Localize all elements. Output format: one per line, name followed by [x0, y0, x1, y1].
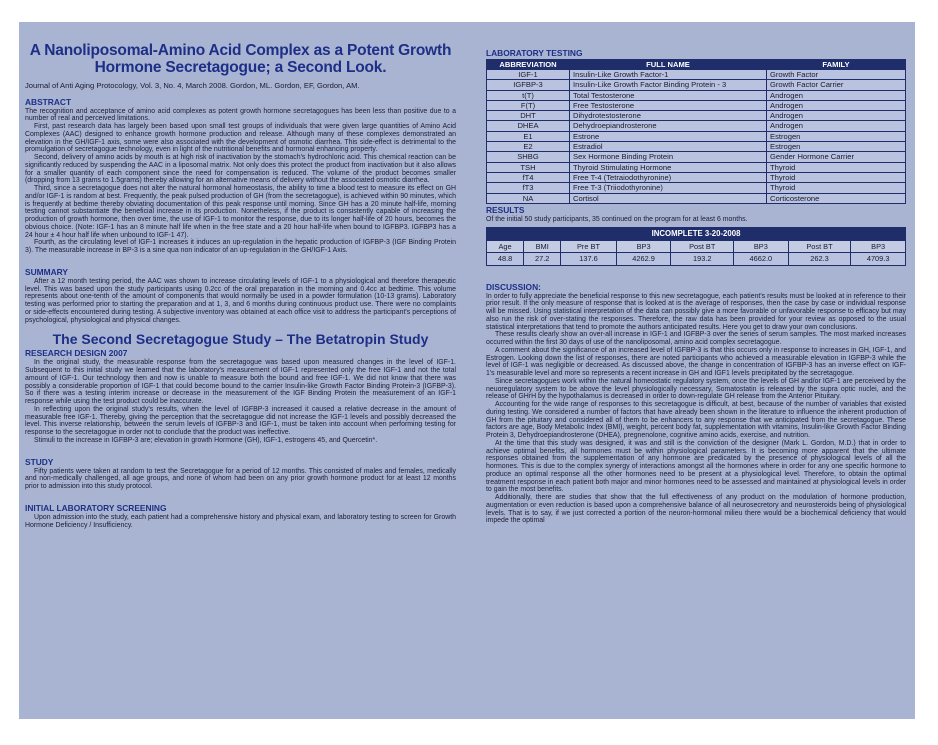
lab-testing-heading: LABORATORY TESTING [486, 48, 583, 58]
abstract-paragraph: Third, since a secretagogue does not alter the natural hormonal homeostasis, the ability to time a blood test to measure its effect on GH and/or IGF-1 is random at best. Frequently, the peak pulsed production of GH (from the secretagogue), is achieved within 90 minutes, which is frequently at bedtime thereby obviating documentation of this peak response until morning. Since GH has a 20 minute half-life, morning testing cannot substantiate the beneficial increase in its production. Nonetheless, if the product is consistently capable of increasing the production of growth hormone, then over time, the use of IGF-1 to monitor the response, due to its longer half-life of 20 hours, becomes the obvious choice. (Note: IGF-1 has an 8 minute half life when in the free state and a 20 hour half-life when bound to IGFBP3. IGFBP3 has a 24 hour ± 4 hour half life when unbound to IGF-1 47). [25, 185, 456, 239]
results-column-label: Age [487, 240, 524, 253]
results-value-cell: 262.3 [788, 253, 851, 266]
table-row [487, 193, 906, 203]
column-header: ABBREVIATION [487, 60, 570, 70]
results-value-cell: 48.8 [487, 253, 524, 266]
abstract-paragraph: The recognition and acceptance of amino acid complexes as potent growth hormone secretagogues has been less than positive due to a number of real and perceived limitations. [25, 107, 456, 123]
full-name-cell: Cortisol [570, 193, 767, 203]
full-name-cell: Free T-4 (Tetraiodothyronine) [570, 172, 767, 182]
second-study-title: The Second Secretagogue Study – The Betatropin Study [52, 331, 429, 348]
study-heading: STUDY [25, 456, 54, 467]
lab-testing-table [486, 59, 906, 204]
table-row [487, 111, 906, 121]
right-column [486, 48, 906, 525]
lab-testing-body [487, 70, 906, 204]
results-column-label: Post BT [788, 240, 851, 253]
full-name-cell: Insulin-Like Growth Factor Binding Protein - 3 [570, 80, 767, 90]
table-header-row [487, 60, 906, 70]
column-header: FULL NAME [570, 60, 767, 70]
full-name-cell: Estrone [570, 131, 767, 141]
results-column-label: BMI [524, 240, 561, 253]
research-design-paragraph: In the original study, the measurable response from the secretagogue was based upon measured changes in the level of IGF-1. Subsequent to this initial study we learned that the laboratory's measurement of IGF-1 represented only the free IGF-1 and not the total amount of IGF-1. Our technology then and now is unable to measure both the bound and free IGF-1. We did not know that there was possibly a considerable proportion of IGF-1 that could become bound to the carrier Insulin-like Growth Factor Binding Protein-3 (IGFBP-3). So if there was a testing interim increase or decrease in the measurement of the IGF Binding Protein the measurement of an IGF-1 response while using the test product could be inaccurate. [25, 359, 456, 405]
family-cell: Growth Factor [767, 70, 906, 80]
full-name-cell: Sex Hormone Binding Protein [570, 152, 767, 162]
abbreviation-cell: DHT [487, 111, 570, 121]
discussion-paragraph: These results clearly show an over-all increase in IGF-1 and IGFBP-3 over the series of serum samples. The most marked increases occurred within the first 30 days of use of the nanoliposomal, amino acid complex secretagogue. [486, 331, 906, 347]
abbreviation-cell: SHBG [487, 152, 570, 162]
family-cell: Androgen [767, 90, 906, 100]
family-cell: Corticosterone [767, 193, 906, 203]
family-cell: Gender Hormone Carrier [767, 152, 906, 162]
table-row [487, 142, 906, 152]
research-design-heading: RESEARCH DESIGN 2007 [25, 348, 128, 359]
results-text: Of the initial 50 study participants, 35 continued on the program for at least 6 months. [486, 215, 748, 223]
results-value-row [487, 253, 906, 266]
citation: Journal of Anti Aging Protocology, Vol. 3, No. 4, March 2008. Gordon, ML. Gordon, EF, Gordon, AM. [25, 81, 360, 90]
abbreviation-cell: fT4 [487, 172, 570, 182]
discussion-heading: DISCUSSION: [486, 281, 541, 292]
full-name-cell: Estradiol [570, 142, 767, 152]
abbreviation-cell: IGF-1 [487, 70, 570, 80]
discussion-paragraph: Additionally, there are studies that show that the full effectiveness of any product on the modulation of hormone production, augmentation or even reduction is based upon a comprehensive balance of all neurosecretory and neurosteroids being of physiological levels. That is to say, if we just corrected a portion of the neuron-hormonal milieu there would be a biochemical deficiency that would impede the optimal [486, 494, 906, 525]
abbreviation-cell: DHEA [487, 121, 570, 131]
research-design-paragraph: In reflecting upon the original study's results, when the level of IGFBP-3 increased it caused a relative decrease in the amount of measurable free IGF-1. Thereby, giving the perception that the secretagogue did not increase the IGF-1 levels and possibly decreased the level. This inverse relationship, between the serum levels of IGFBP-3 and IGF-1, must be taken into account when performing testing for response to the secretagogue in order not to conclude that the product was ineffective. [25, 405, 456, 436]
family-cell: Thyroid [767, 162, 906, 172]
table-row [487, 131, 906, 141]
results-value-cell: 27.2 [524, 253, 561, 266]
abstract-paragraph: First, past research data has largely been based upon small test groups of individuals that were given large quantities of Amino Acid Complexes (AAC) designed to enhance growth hormone production and release. Although many of these complexes demonstrated an elevation in the GH/IGF-1 axis, some were also associated with the development of osmotic diarrhea. This side-effect is detrimental to the promulgation of secretagogue technology, even in light of the nutritional benefits and hormonal enhancing property. [25, 123, 456, 154]
abbreviation-cell: IGFBP-3 [487, 80, 570, 90]
discussion-paragraph: A comment about the significance of an increased level of IGFBP-3 is that this occurs only in response to increases in GH, IGF-1, and Estrogen. Looking down the list of responses, there are noted participants who achieved a measurable elevation in IGFBP-3 while the level of IGF-1 was negligible or decreased. As discussed above, the change in concentration of IGFBP-3 has an inverse effect on IGF-1's measurable level and more so represents a recent increase in GH and IGF1 levels precipitated by the secretagogue. [486, 346, 906, 378]
abstract-paragraph: Fourth, as the circulating level of IGF-1 increases it induces an up-regulation in the hepatic production of IGFBP-3 (IGF Binding Protein 3). The measurable increase in BP-3 is a sine qua non indicator of an up-regulation in the GH/IGF-1 Axis. [25, 239, 456, 254]
results-table [486, 227, 906, 266]
table-row [487, 80, 906, 90]
document-page [19, 22, 915, 719]
discussion-paragraph: At the time that this study was designed, it was and still is the conviction of the designer (Mark L. Gordon, M.D.) that in order to achieve optimal benefits, all hormones must be within physiological parameters. It is becoming more apparent that the ultimate responses obtained from the supplementation of any hormone are predicated by the presence of physiological levels of all the hormones. This is due to the complex synergy of interactions amongst all the hormones where in order for any one specific hormone to produce an optimal response all the other hormones need to be present at a physiological level. Therefore, to obtain the optimal treatment response in each patient both major and minor hormones need to be assessed and maintained at physiological levels in order to gain the most benefits. [486, 439, 906, 494]
left-column [25, 42, 456, 529]
abbreviation-cell: fT3 [487, 183, 570, 193]
results-value-cell: 4662.0 [734, 253, 789, 266]
full-name-cell: Dihydrotestosterone [570, 111, 767, 121]
abbreviation-cell: t(T) [487, 90, 570, 100]
table-row [487, 172, 906, 182]
results-table-title: INCOMPLETE 3-20-2008 [487, 227, 906, 240]
table-row [487, 152, 906, 162]
results-value-cell: 137.6 [561, 253, 617, 266]
initial-screening-paragraph: Upon admission into the study, each patient had a comprehensive history and physical exam, and laboratory testing to screen for Growth Hormone Deficiency / Insufficiency. [25, 513, 456, 529]
initial-screening-heading: INITIAL LABORATORY SCREENING [25, 502, 167, 513]
full-name-cell: Total Testosterone [570, 90, 767, 100]
discussion-paragraph: Since secretagogues work within the natural homeostatic regulatory system, once the levels of GH and/or IGF-1 are perceived by the neuoregulatory system to be above the level physiologically necessary, Somatostatin is released by the supra optic nuclei, and the release of GHrH by the hypothalamus is decreased in order to down-regulate GH release from the Anterior Pituitary. [486, 377, 906, 401]
table-row [487, 90, 906, 100]
family-cell: Thyroid [767, 183, 906, 193]
results-heading: RESULTS [486, 204, 525, 215]
full-name-cell: Dehydroepiandrosterone [570, 121, 767, 131]
results-value-cell: 4709.3 [851, 253, 906, 266]
abbreviation-cell: E2 [487, 142, 570, 152]
abbreviation-cell: NA [487, 193, 570, 203]
family-cell: Androgen [767, 121, 906, 131]
abbreviation-cell: TSH [487, 162, 570, 172]
discussion-paragraph: Accounting for the wide range of responses to this secretagogue is difficult, at best, because of the number of variables that existed during testing. We considered a number of factors that have already been shown in the literature to influence the inherent production of GH from the pituitary and considered all of them to be enhancers to any response that we anticipated from the secretagogue. These factors are age, Body Metabolic Index (BMI), weight, percent body fat, supplementation with vitamins, Insulin-like Growth Factor Binding Protein 3, Dehydroepiandrosterone (DHEA), pregnenolone, cognitive amino acids, exercise, and nutrition. [486, 401, 906, 440]
family-cell: Estrogen [767, 131, 906, 141]
summary-paragraph: After a 12 month testing period, the AAC was shown to increase circulating levels of IGF-1 to a physiological and therefore therapeutic level. This was based upon the study participants using 0.2cc of the oral preparation in the morning and 0.4cc at bedtime. This volume represents about one-tenth of the amount of components that would normally be used in a powder formulation (10-13 grams). Laboratory testing was performed prior to starting the preparation and at 1, 3, and 6 months during continuous product use. There were no complaints or side-effects encountered during testing. A subjective inventory was obtained at each office visit to address the participant's perceptions of psychological, physiological and physical changes. [25, 277, 456, 324]
article-title: A Nanoliposomal-Amino Acid Complex as a Potent Growth Hormone Secretagogue; a Second Look. [29, 42, 452, 76]
results-header-row [487, 240, 906, 253]
full-name-cell: Free T-3 (Triiodothyronine) [570, 183, 767, 193]
study-paragraph: Fifty patients were taken at random to test the Secretagogue for a period of 12 months. This consisted of males and females, medically and non-medically challenged, all age groups, and none of whom had been on any prior growth hormone product for at least 12 months prior to admission into this study protocol. [25, 467, 456, 490]
abbreviation-cell: F(T) [487, 100, 570, 110]
family-cell: Androgen [767, 100, 906, 110]
abstract-heading: ABSTRACT [25, 96, 72, 107]
summary-heading: SUMMARY [25, 266, 68, 277]
results-value-cell: 4262.9 [616, 253, 671, 266]
results-column-label: BP3 [616, 240, 671, 253]
full-name-cell: Free Testosterone [570, 100, 767, 110]
abbreviation-cell: E1 [487, 131, 570, 141]
family-cell: Thyroid [767, 172, 906, 182]
results-column-label: Post BT [671, 240, 734, 253]
family-cell: Androgen [767, 111, 906, 121]
family-cell: Growth Factor Carrier [767, 80, 906, 90]
results-value-cell: 193.2 [671, 253, 734, 266]
table-row [487, 100, 906, 110]
results-column-label: BP3 [734, 240, 789, 253]
results-column-label: Pre BT [561, 240, 617, 253]
column-header: FAMILY [767, 60, 906, 70]
research-design-paragraph: Stimuli to the increase in IGFBP-3 are; elevation in growth Hormone (GH), IGF-1, estrogens 45, and Quercetin*. [34, 436, 378, 444]
table-row [487, 70, 906, 80]
full-name-cell: Insulin-Like Growth Factor-1 [570, 70, 767, 80]
table-row [487, 183, 906, 193]
family-cell: Estrogen [767, 142, 906, 152]
results-column-label: BP3 [851, 240, 906, 253]
discussion-paragraph: In order to fully appreciate the beneficial response to this new secretagogue, each patient's results must be looked at in reference to their prior result. If the only measure of response that is looked at is the average of responses, then the case by case or individual response will be missed. Using statistical interpretation of the data can possibly give a more favorable or unfavorable response to efficacy but may also run the risk of over-stating the responses. Therefore, the raw data has been provided for your review as opposed to the usual statistical interpretations that tend to promote the authors anticipated results. Here you get to draw your own conclusions. [486, 292, 906, 331]
full-name-cell: Thyroid Stimulating Hormone [570, 162, 767, 172]
table-row [487, 121, 906, 131]
table-row [487, 162, 906, 172]
abstract-paragraph: Second, delivery of amino acids by mouth is at high risk of inactivation by the stomach's hydrochloric acid. This chemical reaction can be significantly reduced by suspending the AAC in a liposomal matrix. Not only does this protect the product from inactivation but it also allows for a smaller quantity of each component since the need for compensation is reduced. The volume of the product becomes smaller (dropping from 13 grams to 1.5grams) thereby allowing for an alternative means of delivery without the associated osmotic diarrhea. [25, 154, 456, 185]
